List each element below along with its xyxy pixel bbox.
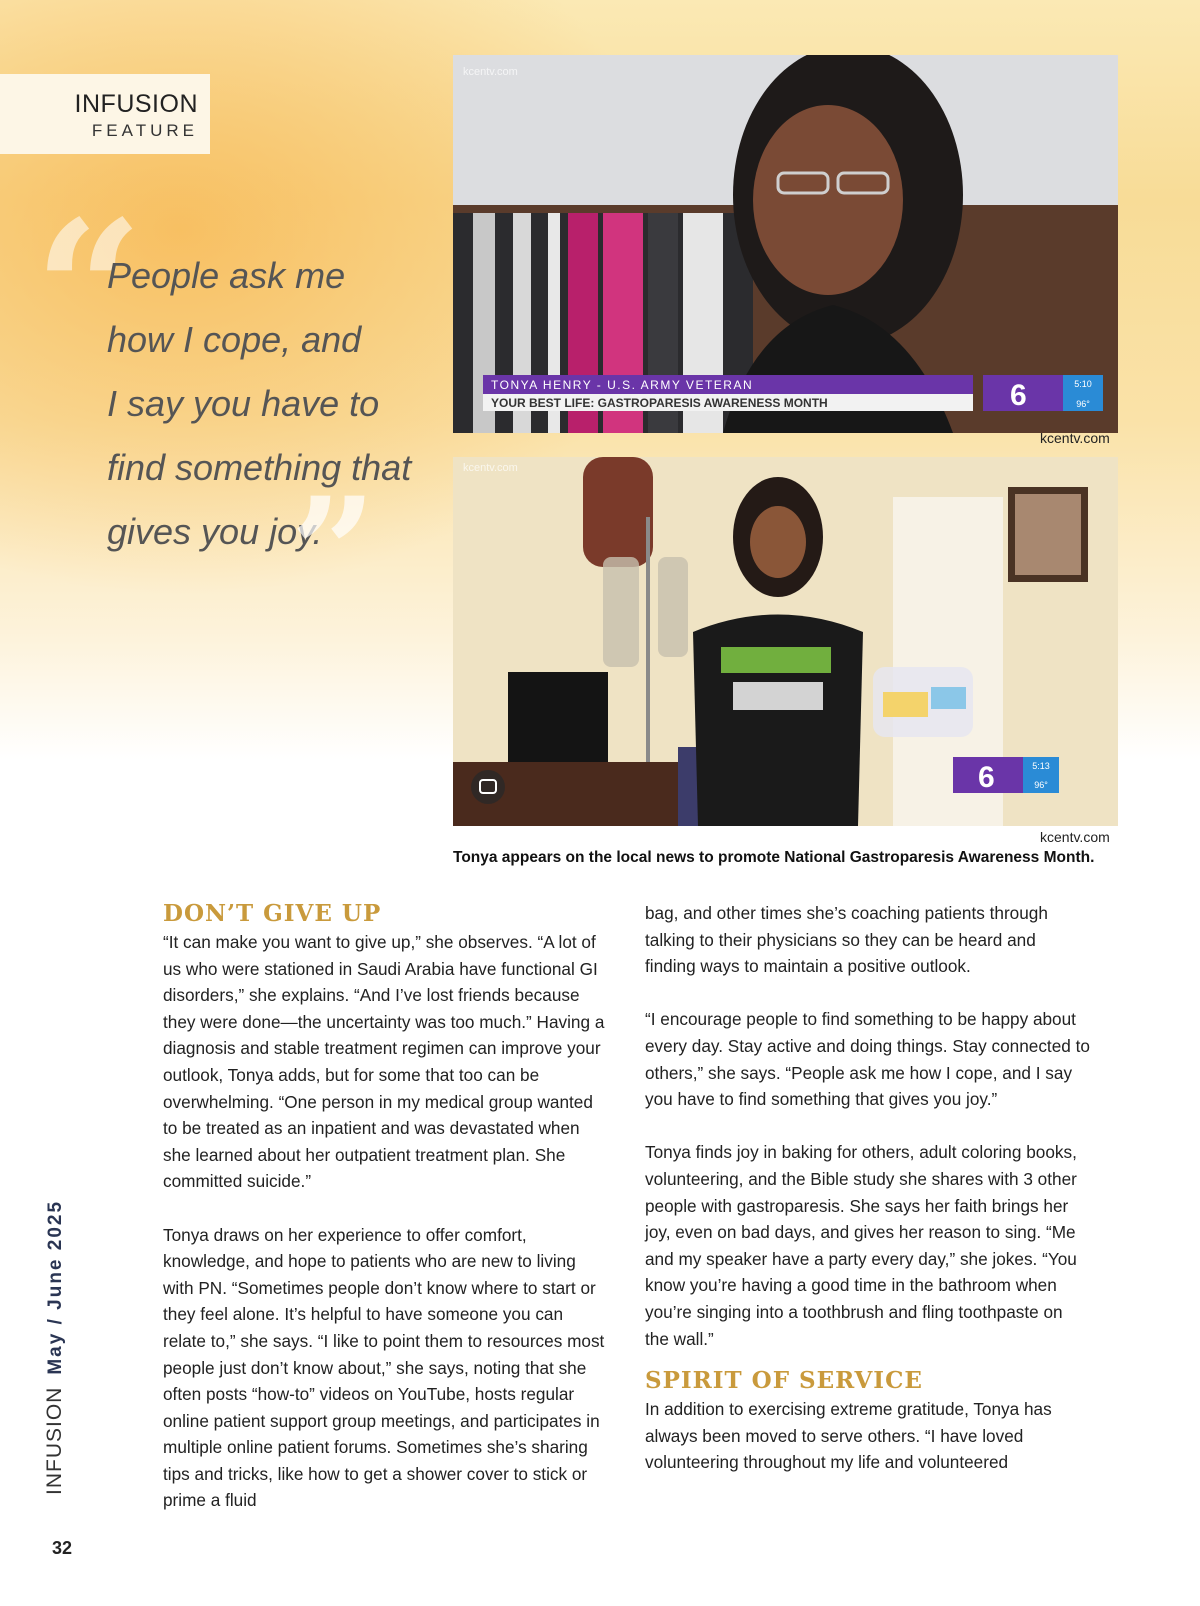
lower-third-title: YOUR BEST LIFE: GASTROPARESIS AWARENESS MONTH <box>491 396 828 410</box>
photo-credit: kcentv.com <box>1040 829 1110 845</box>
pull-quote-line: how I cope, and <box>107 319 362 360</box>
issue-date: May / June 2025 <box>45 1199 66 1375</box>
time-readout: 5:13 <box>1032 761 1050 771</box>
news-photo-interview <box>453 55 1118 433</box>
close-quote-icon: ” <box>290 465 377 641</box>
station-watermark: kcentv.com <box>463 462 518 474</box>
pull-quote-line: find something that <box>107 447 412 488</box>
pull-quote-line: gives you joy. <box>107 511 323 552</box>
pull-quote <box>107 244 437 564</box>
body-paragraph: bag, and other times she’s coaching patients through talking to their physicians so they can be heard and finding ways to maintain a positive outlook. <box>645 903 1048 977</box>
station-watermark: kcentv.com <box>463 66 518 78</box>
body-paragraph: Tonya draws on her experience to offer comfort, knowledge, and hope to patients who are new to living with PN. “Sometimes people don’t know where to start or they feel alone. It’s helpful to have someone you can relate to,” she says. “I like to point them to resources most people just don’t know about,” she says, noting that she often posts “how-to” videos on YouTube, hosts regular online patient support group meetings, and participates in multiple online patient forums. Sometimes she’s sharing tips and tricks, like how to get a shower cover to stick or prime a fluid <box>163 1224 605 1511</box>
photo-caption: Tonya appears on the local news to promote National Gastroparesis Awareness Month. <box>453 849 1095 866</box>
section-heading: DON’T GIVE UP <box>163 900 382 927</box>
temp-readout: 96° <box>1034 780 1048 790</box>
lower-third-name: TONYA HENRY - U.S. ARMY VETERAN <box>491 378 754 392</box>
open-quote-icon: “ <box>34 179 144 402</box>
photo-credit: kcentv.com <box>1040 430 1110 446</box>
pull-quote-line: I say you have to <box>107 383 380 424</box>
article-column-right <box>645 900 1091 1476</box>
page-number: 32 <box>52 1538 73 1558</box>
section-label: FEATURE <box>91 121 198 140</box>
body-paragraph: In addition to exercising extreme gratitude, Tonya has always been moved to serve others. “I have loved volunteering throughout my life and volunteered <box>645 1399 1052 1473</box>
body-paragraph: “I encourage people to find something to be happy about every day. Stay active and doing things. Stay connected to others,” she says. “People ask me how I cope, and I say you have to find something that gives you joy.” <box>645 1009 1090 1110</box>
channel-logo: 6 <box>978 761 995 794</box>
body-paragraph: Tonya finds joy in baking for others, adult coloring books, volunteering, and the Bible study she shares with 3 other people with gastroparesis. She says her faith brings her joy, even on bad days, and gives her reason to sing. “Me and my speaker have a party every day,” she jokes. “You know you’re having a good time in the bathroom when you’re singing into a toothbrush and fling toothpaste on the wall.” <box>645 1142 1077 1349</box>
home-scene <box>453 457 1118 826</box>
vertical-folio <box>43 1200 67 1495</box>
channel-logo: 6 <box>1010 379 1027 412</box>
body-paragraph: “It can make you want to give up,” she observes. “A lot of us who were stationed in Saudi Arabia have functional GI disorders,” she explains. “And I’ve lost friends because they were done—the uncertainty was too much.” Having a diagnosis and stable treatment regimen can improve your outlook, Tonya adds, but for some that too can be overwhelming. “One person in my medical group wanted to be treated as an inpatient and was devastated when she learned about her outpatient treatment plan. She committed suicide.” <box>163 932 605 1192</box>
section-heading: SPIRIT OF SERVICE <box>645 1367 923 1395</box>
news-photo-home <box>453 457 1118 826</box>
section-badge <box>0 74 210 154</box>
footer-brand: INFUSION <box>43 1386 66 1495</box>
interview-scene <box>453 55 1118 433</box>
pull-quote-line: People ask me <box>107 255 346 296</box>
time-readout: 5:10 <box>1074 379 1092 389</box>
temp-readout: 96° <box>1076 399 1090 409</box>
brand-logo: INFUSION <box>74 90 198 118</box>
article-column-left <box>163 899 609 1514</box>
